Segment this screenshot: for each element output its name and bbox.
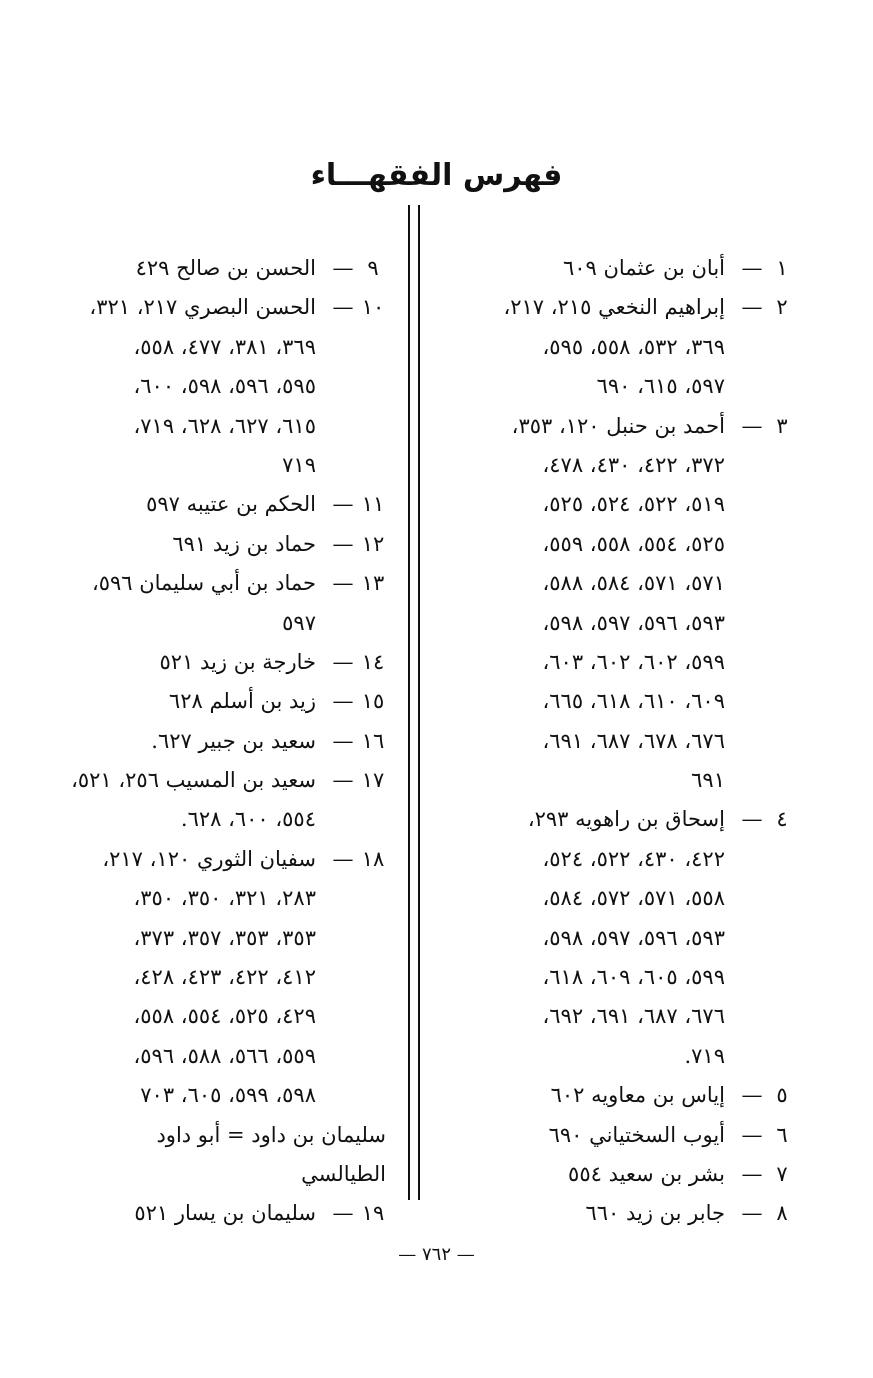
entry-dash: — xyxy=(332,295,354,320)
index-entry-continuation xyxy=(435,643,795,682)
index-entry-continuation xyxy=(435,879,795,918)
index-entry-continuation xyxy=(435,682,795,721)
index-entry-continuation xyxy=(435,328,795,367)
entry-text: ٦٠٩، ٦١٠، ٦١٨، ٦٦٥، xyxy=(542,689,725,714)
index-entry-continuation xyxy=(66,879,386,918)
index-entry xyxy=(435,800,795,839)
entry-dash: — xyxy=(741,413,763,438)
index-entry-continuation xyxy=(66,407,386,446)
index-entry-continuation xyxy=(435,840,795,879)
entry-text: سعيد بن المسيب ٢٥٦، ٥٢١، xyxy=(71,768,316,793)
entry-text: ٥٩٣، ٥٩٦، ٥٩٧، ٥٩٨، xyxy=(542,925,725,950)
entry-number: ١ xyxy=(776,256,788,280)
index-entry-continuation xyxy=(66,604,386,643)
entry-dash: — xyxy=(332,492,354,517)
index-entry xyxy=(66,722,386,761)
entry-dash: — xyxy=(741,1161,763,1186)
entry-text: ٧١٩. xyxy=(684,1043,725,1068)
entry-text: ٢٨٣، ٣٢١، ٣٥٠، ٣٥٠، xyxy=(133,886,316,911)
index-entry-continuation xyxy=(435,367,795,406)
entry-text: ٥٩٣، ٥٩٦، ٥٩٧، ٥٩٨، xyxy=(542,610,725,635)
entry-text: حماد بن أبي سليمان ٥٩٦، xyxy=(91,571,316,596)
entry-dash: — xyxy=(332,1201,354,1226)
entry-number: ٧ xyxy=(776,1161,788,1186)
index-entry-continuation xyxy=(66,1037,386,1076)
entry-text: ٥٩٩، ٦٠٥، ٦٠٩، ٦١٨، xyxy=(542,965,725,990)
index-entry-continuation xyxy=(66,958,386,997)
index-entry xyxy=(66,761,386,800)
entry-text: ٥٩٥، ٥٩٦، ٥٩٨، ٦٠٠، xyxy=(133,374,316,399)
index-entry xyxy=(66,1194,386,1233)
entry-dash: — xyxy=(741,1122,763,1147)
entry-text: حماد بن زيد ٦٩١ xyxy=(172,531,316,556)
entry-text: ٥٧١، ٥٧١، ٥٨٤، ٥٨٨، xyxy=(542,571,725,596)
entry-dash: — xyxy=(741,1201,763,1226)
entry-text: بشر بن سعيد ٥٥٤ xyxy=(568,1161,725,1186)
right-column xyxy=(435,249,795,1234)
entry-text: ٥٢٥، ٥٥٤، ٥٥٨، ٥٥٩، xyxy=(542,531,725,556)
entry-text: ٣٦٩، ٥٣٢، ٥٥٨، ٥٩٥، xyxy=(542,334,725,359)
entry-text: ٣٥٣، ٣٥٣، ٣٥٧، ٣٧٣، xyxy=(133,925,316,950)
entry-text: أحمد بن حنبل ١٢٠، ٣٥٣، xyxy=(511,413,725,438)
entry-number: ١٧ xyxy=(361,768,385,793)
entry-number: ١٢ xyxy=(361,531,385,556)
index-entry xyxy=(66,525,386,564)
entry-text: أيوب السختياني ٦٩٠ xyxy=(548,1122,725,1147)
index-entry-continuation xyxy=(435,1037,795,1076)
entry-dash: — xyxy=(332,768,354,793)
entry-number: ٨ xyxy=(776,1201,788,1226)
column-divider-right-line xyxy=(418,205,420,1200)
index-entry-continuation xyxy=(435,564,795,603)
entry-number: ٤ xyxy=(776,807,788,832)
entry-text: ٥٩٨، ٥٩٩، ٦٠٥، ٧٠٣ xyxy=(140,1083,316,1108)
entry-number: ١٨ xyxy=(361,846,385,871)
index-entry-continuation xyxy=(435,446,795,485)
page-title: فهرس الفقهـــاء xyxy=(310,158,563,193)
entry-dash: — xyxy=(332,649,354,674)
entry-text: ٥٩٧ xyxy=(282,610,316,635)
index-entry-continuation xyxy=(435,525,795,564)
entry-text: زيد بن أسلم ٦٢٨ xyxy=(168,689,316,714)
entry-number: ١٩ xyxy=(361,1201,385,1226)
entry-text: ٥٥٤، ٦٠٠، ٦٢٨. xyxy=(180,807,316,832)
entry-text: ٦١٥، ٦٢٧، ٦٢٨، ٧١٩، xyxy=(133,413,316,438)
entry-text: جابر بن زيد ٦٦٠ xyxy=(585,1201,725,1226)
entry-dash: — xyxy=(332,531,354,556)
index-entry xyxy=(66,840,386,879)
entry-dash: — xyxy=(741,256,763,280)
entry-text: الطيالسي xyxy=(301,1161,386,1186)
index-entry-continuation xyxy=(66,1155,386,1194)
index-entry xyxy=(435,1194,795,1233)
entry-text: الحسن البصري ٢١٧، ٣٢١، xyxy=(89,295,316,320)
entry-text: إياس بن معاويه ٦٠٢ xyxy=(550,1083,725,1108)
index-entry xyxy=(435,407,795,446)
index-entry-continuation xyxy=(66,446,386,485)
entry-number: ١٠ xyxy=(361,295,385,320)
entry-text: سفيان الثوري ١٢٠، ٢١٧، xyxy=(102,846,316,871)
entry-number: ١٣ xyxy=(361,571,385,596)
entry-text: ٤٢٢، ٤٣٠، ٥٢٢، ٥٢٤، xyxy=(542,846,725,871)
entry-dash: — xyxy=(741,807,763,832)
index-entry-continuation xyxy=(66,800,386,839)
entry-number: ٦ xyxy=(776,1122,788,1147)
entry-text: إسحاق بن راهويه ٢٩٣، xyxy=(527,807,725,832)
entry-text: ٥٥٩، ٥٦٦، ٥٨٨، ٥٩٦، xyxy=(133,1043,316,1068)
index-entry xyxy=(435,1155,795,1194)
entry-text: ٦٧٦، ٦٧٨، ٦٨٧، ٦٩١، xyxy=(542,728,725,753)
entry-text: الحكم بن عتيبه ٥٩٧ xyxy=(146,492,316,517)
index-entry xyxy=(435,1116,795,1155)
index-entry xyxy=(66,288,386,327)
entry-number: ١٦ xyxy=(361,728,385,753)
index-entry xyxy=(66,682,386,721)
index-entry-continuation xyxy=(66,1116,386,1155)
index-entry-continuation xyxy=(66,367,386,406)
entry-number: ٣ xyxy=(776,413,788,438)
entry-dash: — xyxy=(741,1083,763,1108)
entry-dash: — xyxy=(332,728,354,753)
entry-text: إبراهيم النخعي ٢١٥، ٢١٧، xyxy=(503,295,725,320)
index-entry-continuation xyxy=(435,958,795,997)
entry-number: ١٤ xyxy=(361,649,385,674)
entry-text: ٤١٢، ٤٢٢، ٤٢٣، ٤٢٨، xyxy=(133,965,316,990)
entry-text: ٣٦٩، ٣٨١، ٤٧٧، ٥٥٨، xyxy=(133,334,316,359)
entry-text: سليمان بن يسار ٥٢١ xyxy=(134,1201,316,1226)
index-entry xyxy=(66,249,386,288)
entry-text: ٤٢٩، ٥٢٥، ٥٥٤، ٥٥٨، xyxy=(133,1004,316,1029)
entry-text: ٥٩٧، ٦١٥، ٦٩٠ xyxy=(596,374,725,399)
index-entry xyxy=(435,249,795,288)
index-entry-continuation xyxy=(435,761,795,800)
index-entry-continuation xyxy=(435,997,795,1036)
entry-dash: — xyxy=(741,295,763,320)
entry-dash: — xyxy=(332,689,354,714)
entry-number: ٩ xyxy=(367,256,379,280)
entry-text: ٥١٩، ٥٢٢، ٥٢٤، ٥٢٥، xyxy=(542,492,725,517)
entry-text: خارجة بن زيد ٥٢١ xyxy=(159,649,316,674)
index-entry-continuation xyxy=(66,919,386,958)
index-entry-continuation xyxy=(435,604,795,643)
index-entry-continuation xyxy=(435,919,795,958)
entry-text: ٦٧٦، ٦٨٧، ٦٩١، ٦٩٢، xyxy=(542,1004,725,1029)
index-entry xyxy=(66,564,386,603)
entry-text: الحسن بن صالح ٤٢٩ xyxy=(135,256,316,280)
entry-dash: — xyxy=(332,846,354,871)
entry-number: ١١ xyxy=(361,492,385,517)
index-entry-continuation xyxy=(66,1076,386,1115)
index-entry xyxy=(66,643,386,682)
entry-text: سليمان بن داود = أبو داود xyxy=(156,1122,386,1147)
index-entry-continuation xyxy=(435,485,795,524)
entry-text: ٧١٩ xyxy=(282,452,316,477)
entry-number: ١٥ xyxy=(361,689,385,714)
entry-text: ٥٥٨، ٥٧١، ٥٧٢، ٥٨٤، xyxy=(542,886,725,911)
index-entry xyxy=(435,1076,795,1115)
page-number: — ٧٦٢ — xyxy=(398,1244,475,1265)
column-divider-left-line xyxy=(408,205,410,1200)
entry-text: أبان بن عثمان ٦٠٩ xyxy=(562,256,725,280)
index-entry xyxy=(66,485,386,524)
index-entry xyxy=(435,288,795,327)
entry-dash: — xyxy=(332,256,354,280)
index-entry-continuation xyxy=(435,722,795,761)
entry-number: ٥ xyxy=(776,1083,788,1108)
entry-text: ٣٧٢، ٤٢٢، ٤٣٠، ٤٧٨، xyxy=(542,452,725,477)
entry-text: سعيد بن جبير ٦٢٧. xyxy=(151,728,316,753)
index-entry-continuation xyxy=(66,328,386,367)
left-column xyxy=(66,249,386,1234)
entry-number: ٢ xyxy=(776,295,788,320)
entry-dash: — xyxy=(332,571,354,596)
entry-text: ٦٩١ xyxy=(691,768,725,793)
entry-text: ٥٩٩، ٦٠٢، ٦٠٢، ٦٠٣، xyxy=(542,649,725,674)
index-entry-continuation xyxy=(66,997,386,1036)
